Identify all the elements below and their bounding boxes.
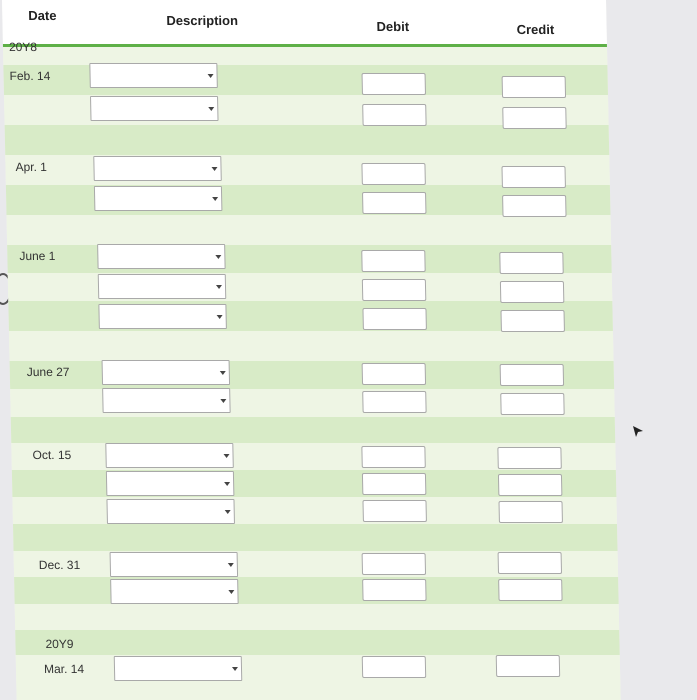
debit-input[interactable] bbox=[362, 473, 426, 495]
credit-input[interactable] bbox=[498, 501, 562, 523]
debit-input[interactable] bbox=[362, 104, 426, 126]
row-band bbox=[9, 331, 614, 361]
debit-input[interactable] bbox=[362, 553, 426, 575]
table-header bbox=[2, 0, 607, 47]
account-select[interactable] bbox=[90, 96, 219, 121]
row-band bbox=[11, 417, 616, 443]
account-select[interactable] bbox=[110, 579, 239, 604]
year-label: 20Y9 bbox=[45, 637, 74, 651]
chevron-down-icon bbox=[224, 454, 230, 458]
credit-input[interactable] bbox=[500, 364, 564, 386]
chevron-down-icon bbox=[225, 510, 231, 514]
debit-input[interactable] bbox=[362, 308, 426, 330]
chevron-down-icon bbox=[228, 590, 234, 594]
chevron-down-icon bbox=[220, 371, 226, 375]
debit-input[interactable] bbox=[362, 500, 426, 522]
chevron-down-icon bbox=[208, 107, 214, 111]
header-description: Description bbox=[166, 13, 239, 28]
account-select[interactable] bbox=[93, 156, 222, 181]
chevron-down-icon bbox=[212, 197, 218, 201]
year-label: 20Y8 bbox=[8, 40, 38, 54]
debit-input[interactable] bbox=[362, 279, 426, 301]
chevron-down-icon bbox=[224, 482, 230, 486]
row-band bbox=[7, 215, 612, 245]
debit-input[interactable] bbox=[362, 579, 426, 601]
credit-input[interactable] bbox=[498, 474, 562, 496]
chevron-down-icon bbox=[228, 563, 234, 567]
header-debit: Debit bbox=[376, 19, 410, 34]
chevron-down-icon bbox=[217, 315, 223, 319]
credit-input[interactable] bbox=[498, 552, 562, 574]
row-band bbox=[15, 604, 620, 630]
chevron-down-icon bbox=[211, 167, 217, 171]
credit-input[interactable] bbox=[502, 195, 566, 217]
account-select[interactable] bbox=[102, 388, 231, 413]
account-select[interactable] bbox=[97, 244, 226, 269]
debit-input[interactable] bbox=[362, 192, 426, 214]
entry-date: June 27 bbox=[26, 365, 70, 379]
account-select[interactable] bbox=[106, 499, 235, 524]
account-select[interactable] bbox=[114, 656, 243, 681]
debit-input[interactable] bbox=[361, 250, 425, 272]
entry-date: Oct. 15 bbox=[32, 448, 72, 462]
entry-date: Feb. 14 bbox=[9, 69, 51, 83]
chevron-down-icon bbox=[232, 667, 238, 671]
credit-input[interactable] bbox=[498, 579, 562, 601]
debit-input[interactable] bbox=[362, 656, 426, 678]
account-select[interactable] bbox=[89, 63, 218, 88]
mouse-pointer-icon bbox=[632, 425, 644, 439]
credit-input[interactable] bbox=[502, 107, 566, 129]
account-select[interactable] bbox=[98, 274, 227, 299]
account-select[interactable] bbox=[102, 360, 231, 385]
credit-input[interactable] bbox=[500, 310, 564, 332]
account-select[interactable] bbox=[105, 443, 234, 468]
header-credit: Credit bbox=[516, 22, 555, 37]
credit-input[interactable] bbox=[500, 393, 564, 415]
entry-date: Apr. 1 bbox=[15, 160, 48, 174]
header-date: Date bbox=[28, 8, 57, 23]
chevron-down-icon bbox=[208, 74, 214, 78]
credit-input[interactable] bbox=[500, 281, 564, 303]
entry-date: Mar. 14 bbox=[43, 662, 85, 676]
credit-input[interactable] bbox=[496, 655, 560, 677]
debit-input[interactable] bbox=[361, 446, 425, 468]
account-select[interactable] bbox=[98, 304, 227, 329]
debit-input[interactable] bbox=[361, 163, 425, 185]
credit-input[interactable] bbox=[499, 252, 563, 274]
credit-input[interactable] bbox=[497, 447, 561, 469]
account-select[interactable] bbox=[94, 186, 223, 211]
credit-input[interactable] bbox=[501, 166, 565, 188]
entry-date: June 1 bbox=[19, 249, 56, 263]
credit-input[interactable] bbox=[502, 76, 566, 98]
account-select[interactable] bbox=[110, 552, 239, 577]
debit-input[interactable] bbox=[362, 391, 426, 413]
row-band bbox=[13, 524, 618, 551]
journal-table bbox=[2, 0, 621, 700]
chevron-down-icon bbox=[216, 285, 222, 289]
entry-date: Dec. 31 bbox=[38, 558, 81, 572]
row-band bbox=[15, 630, 620, 655]
debit-input[interactable] bbox=[362, 73, 426, 95]
account-select[interactable] bbox=[106, 471, 235, 496]
chevron-down-icon bbox=[220, 399, 226, 403]
debit-input[interactable] bbox=[362, 363, 426, 385]
row-band bbox=[5, 125, 610, 155]
chevron-down-icon bbox=[215, 255, 221, 259]
